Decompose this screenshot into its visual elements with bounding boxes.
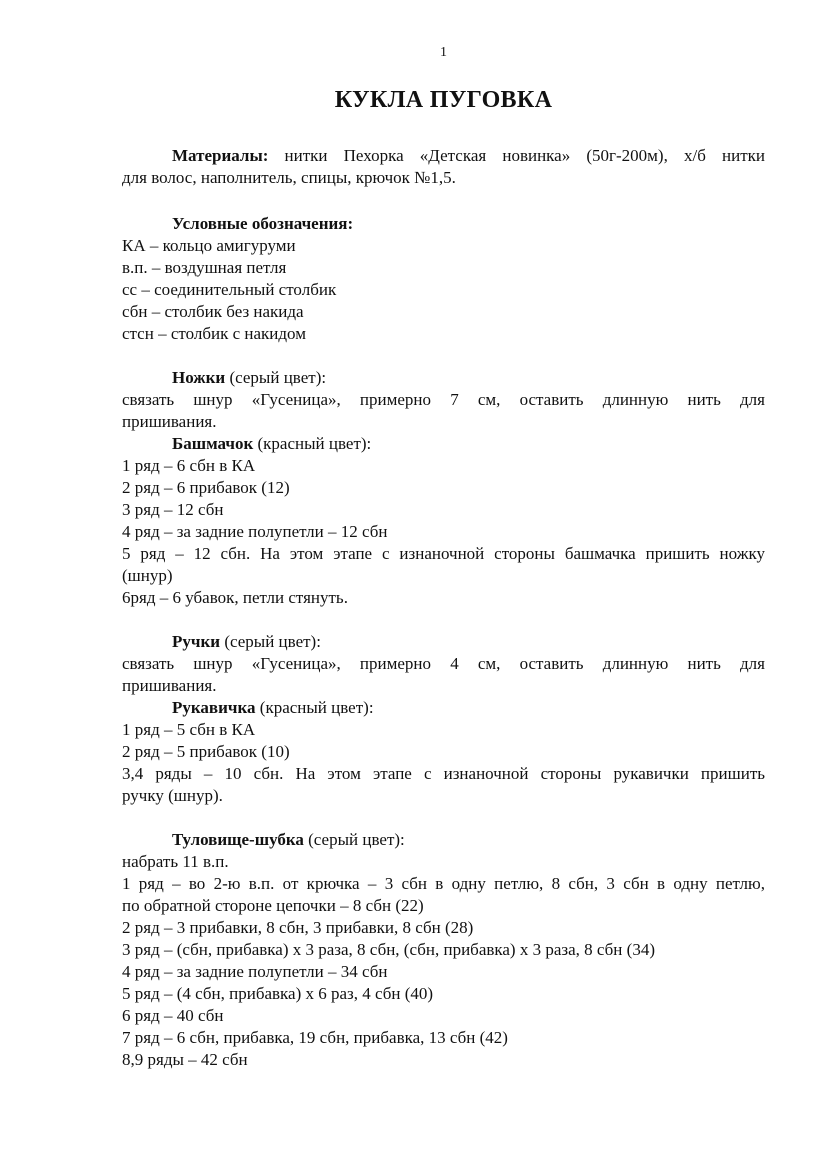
mitten-heading: Рукавичка (172, 698, 256, 717)
body-row: 8,9 ряды – 42 сбн (122, 1050, 248, 1069)
shoe-row: 3 ряд – 12 сбн (122, 500, 224, 519)
document-title: КУКЛА ПУГОВКА (334, 87, 553, 113)
shoe-heading: Башмачок (172, 434, 254, 453)
body-row: 5 ряд – (4 сбн, прибавка) х 6 раз, 4 сбн (40) (122, 984, 434, 1003)
mitten-heading-note: (красный цвет): (255, 698, 374, 717)
document-content (122, 145, 765, 1071)
mitten-heading-line (122, 697, 765, 719)
shoe-row: (шнур) (122, 566, 173, 585)
shoe-row: 4 ряд – за задние полупетли – 12 сбн (122, 522, 388, 541)
materials-line-2: для волос, наполнитель, спицы, крючок №1,5. (122, 168, 456, 187)
body-heading: Туловище-шубка (172, 830, 304, 849)
body-row: 1 ряд – во 2-ю в.п. от крючка – 3 сбн в одну петлю, 8 сбн, 3 сбн в одну петлю, (122, 874, 765, 893)
body-heading-line (122, 829, 765, 851)
legend-item: сс – соединительный столбик (122, 280, 337, 299)
body-row: 7 ряд – 6 сбн, прибавка, 19 сбн, прибавка, 13 сбн (42) (122, 1028, 508, 1047)
body-row: 4 ряд – за задние полупетли – 34 сбн (122, 962, 388, 981)
mitten-row: ручку (шнур). (122, 786, 223, 805)
legs-desc-2: пришивания. (122, 412, 217, 431)
shoe-row: 5 ряд – 12 сбн. На этом этапе с изнаночной стороны башмачка пришить ножку (122, 544, 765, 563)
page-number: 1 (440, 45, 447, 60)
body-row: набрать 11 в.п. (122, 852, 229, 871)
legs-heading-note: (серый цвет): (225, 368, 327, 387)
arms-desc-2: пришивания. (122, 676, 217, 695)
mitten-row: 2 ряд – 5 прибавок (10) (122, 742, 290, 761)
body-heading-note: (серый цвет): (303, 830, 405, 849)
shoe-row: 2 ряд – 6 прибавок (12) (122, 478, 290, 497)
legend-item: КА – кольцо амигуруми (122, 236, 296, 255)
legs-desc-1: связать шнур «Гусеница», примерно 7 см, оставить длинную нить для (122, 390, 765, 409)
shoe-heading-note: (красный цвет): (253, 434, 372, 453)
materials-line-1 (122, 145, 765, 167)
legend-item: в.п. – воздушная петля (122, 258, 287, 277)
legend-heading: Условные обозначения: (172, 214, 354, 233)
legs-heading-line (122, 367, 765, 389)
body-row: 3 ряд – (сбн, прибавка) х 3 раза, 8 сбн, (сбн, прибавка) х 3 раза, 8 сбн (34) (122, 940, 655, 959)
body-row: по обратной стороне цепочки – 8 сбн (22) (122, 896, 424, 915)
shoe-row: 1 ряд – 6 сбн в КА (122, 456, 256, 475)
materials-label: Материалы: (172, 146, 269, 165)
arms-desc-1: связать шнур «Гусеница», примерно 4 см, оставить длинную нить для (122, 654, 765, 673)
materials-text-1: нитки Пехорка «Детская новинка» (50г-200м), х/б нитки (268, 146, 765, 165)
arms-heading-line (122, 631, 765, 653)
legs-heading: Ножки (172, 368, 226, 387)
mitten-row: 1 ряд – 5 сбн в КА (122, 720, 256, 739)
arms-heading-note: (серый цвет): (220, 632, 321, 651)
legend-item: сбн – столбик без накида (122, 302, 304, 321)
shoe-heading-line (122, 433, 765, 455)
shoe-row: 6ряд – 6 убавок, петли стянуть. (122, 588, 348, 607)
arms-heading: Ручки (172, 632, 221, 651)
body-row: 2 ряд – 3 прибавки, 8 сбн, 3 прибавки, 8 сбн (28) (122, 918, 474, 937)
mitten-row: 3,4 ряды – 10 сбн. На этом этапе с изнаночной стороны рукавички пришить (122, 764, 765, 783)
body-row: 6 ряд – 40 сбн (122, 1006, 224, 1025)
legend-item: стсн – столбик с накидом (122, 324, 306, 343)
